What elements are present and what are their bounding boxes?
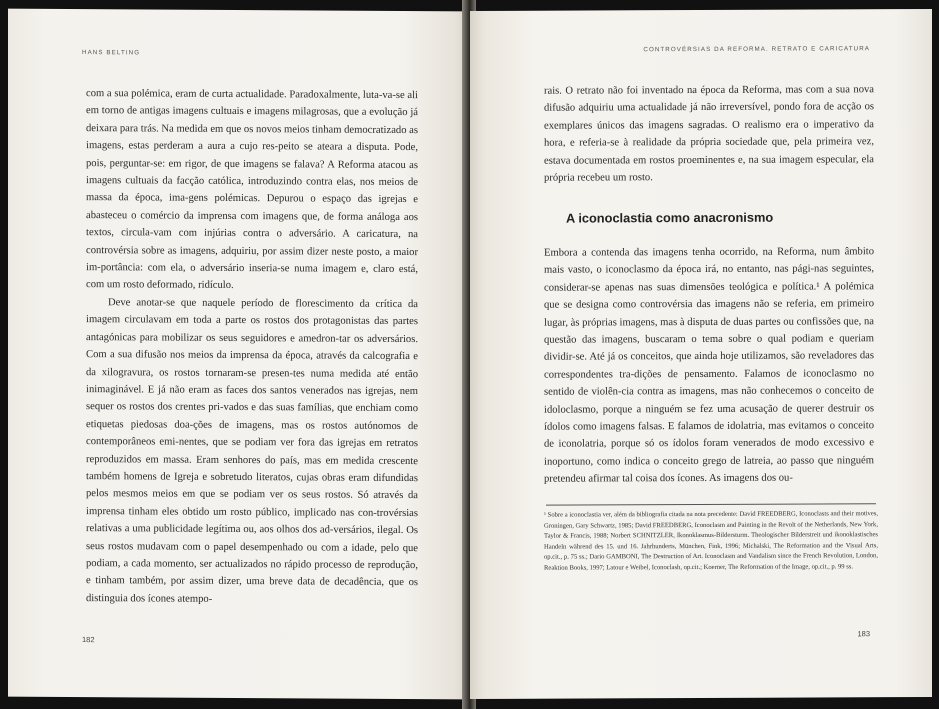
left-paragraph-1: com a sua polémica, eram de curta actualidade. Paradoxalmente, luta-va-se ali em torno de antigas imagens cultuais e imagens milagrosas, que a evolução já deixara para trás. Na medida em que os novos meios tinham democratizado as imagens, estas perderam a aura a cujo res-peito se ateara a disputa. Pode, pois, perguntar-se: em rigor, de que imagens se falava? A Reforma atacou as imagens cultuais da facção católica, introduzindo contra elas, nos meios de massa da época, ima-gens polémicas. Depurou o espaço das igrejas e abasteceu o comércio da imprensa com imagens que, de forma análoga aos textos, circula-vam com injúrias contra o adversário. A caricatura, na controvérsia sobre as imagens, adquiriu, por assim dizer neste posto, a maior im-portância: com ela, o adversário inseria-se numa imagem e, claro está, com um rosto deformado, ridículo. <box>86 88 418 292</box>
section-title: A iconoclastia como anacronismo <box>566 209 774 226</box>
running-head-left: HANS BELTING <box>82 49 141 57</box>
page-number-left: 182 <box>82 635 95 645</box>
left-paragraph-2: Deve anotar-se que naquele período de florescimento da crítica da imagem circulavam em toda a parte os rostos dos protagonistas das partes antagónicas para mobilizar os seus seguidores e amedron-tar os adversários. Com a sua difusão nos meios da imprensa da época, através da calcografia e da xilogravura, os rostos tornaram-se presen-tes numa medida até então inimaginável. E já não eram as faces dos santos venerados nas igrejas, nem sequer os rostos dos crentes pri-vados e das suas famílias, que enchiam como etiquetas piedosas doa-ções de imagens, mas os rostos autónomos de contemporâneos emi-nentes, que se podiam ver fora das igrejas em retratos reproduzidos em massa. Eram senhores do país, mas em medida crescente também homens de Igreja e sobretudo literatos, cujas obras eram difundidas pelos mesmos meios em que se podiam ver os seus rostos. Só através da imprensa tinham eles obtido um rosto público, implicado nas con-trovérsias relativas a uma publicidade legítima ou, aos olhos dos ad-versários, ilegal. Os seus rostos mudavam com o papel desempenhado ou com a idade, pelo que podiam, a cada momento, ser actualizados no rápido processo de reprodução, e tinham também, por assim dizer, uma breve data de decadência, que os distinguia dos ícones atempo- <box>86 297 418 605</box>
left-page <box>8 9 468 700</box>
right-body-text-section <box>544 243 874 488</box>
footnote-rule <box>546 503 876 505</box>
left-body-text <box>86 85 418 609</box>
footnote-text: ¹ Sobre a iconoclastia ver, além da bibliografia citada na nota precedente: David FREEDBERG, Iconoclasts and their motives, Groningen, Gary Schwartz, 1985; David FREEDBERG, Iconoclasm and Painting in the Revolt of the Netherlands, New York, Taylor & Francis, 1988; Norbert SCHNITZLER, Ikonoklasmus-Bildersturm. Theologischer Bilderstreit und ikonoklastisches Handeln während des 15. und 16. Jahrhunderts, München, Fink, 1996; Michalski, The Reformation and the Visual Arts, op.cit., p. 75 ss.; Dario GAMBONI, The Destruction of Art. Iconoclasm and Vandalism since the French Revolution, London, Reaktion Books, 1997; Latour e Weibel, Iconoclash, op.cit.; Koerner, The Reformation of the Image, op.cit., p. 99 ss. <box>544 510 878 572</box>
right-body-text-top <box>544 81 874 187</box>
footnote <box>544 509 878 574</box>
page-number-right: 183 <box>857 629 870 639</box>
right-section-paragraph: Embora a contenda das imagens tenha ocorrido, na Reforma, num âmbito mais vasto, o iconoclasmo da época irá, no entanto, nas pági-nas seguintes, considerar-se apenas nas suas dimensões teológica e política.¹ A polémica que se designa como controvérsia das imagens não se referia, em primeiro lugar, às próprias imagens, mas à disputa de duas partes ou confissões que, na questão das imagens, buscaram o tema sobre o qual podiam e queriam dividir-se. Até já os conceitos, que ainda hoje utilizamos, são reveladores das correspondentes tra-dições de pensamento. Falamos de iconoclasmo no sentido de violên-cia contra as imagens, mas não conhecemos o conceito de idoloclasmo, porque a ninguém se fez uma acusação de querer destruir os ídolos como imagens falsas. E falamos de idolatria, mas evitamos o conceito de iconolatria, porque só os ídolos foram venerados de modo excessivo e inoportuno, como indica o conceito grego de latreia, ao passo que ninguém pretendeu afirmar tal coisa dos ícones. As imagens dos ou- <box>544 246 874 485</box>
running-head-right: CONTROVÉRSIAS DA REFORMA. RETRATO E CARICATURA <box>643 45 870 54</box>
right-page <box>470 9 932 699</box>
right-paragraph-1: rais. O retrato não foi inventado na época da Reforma, mas com a sua nova difusão adquiriu uma actualidade já não irreversível, pondo fora de acção os exemplares únicos das imagens sagradas. O realismo era o imperativo da hora, e referia-se à realidade da própria sociedade que, pela primeira vez, estava documentada em rostos proeminentes e, na sua imagem especular, ela própria recebeu um rosto. <box>544 84 874 184</box>
